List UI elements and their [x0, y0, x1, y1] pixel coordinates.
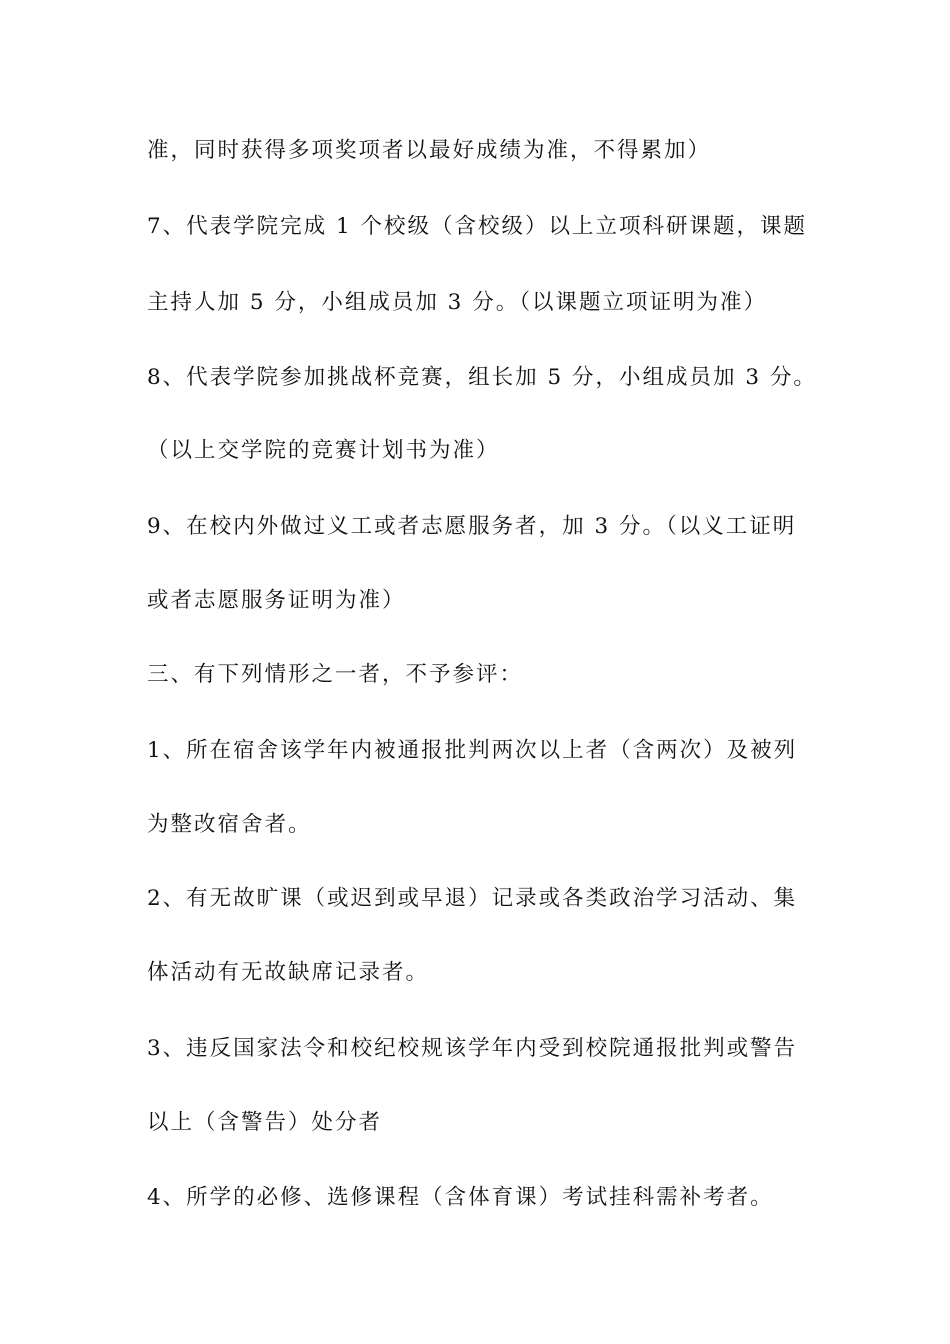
text-line: 或者志愿服务证明为准） [147, 588, 406, 613]
text-line: 3、违反国家法令和校纪校规该学年内受到校院通报批判或警告 [147, 1036, 798, 1061]
text-line: 准，同时获得多项奖项者以最好成绩为准，不得累加） [147, 138, 712, 163]
text-line: 9、在校内外做过义工或者志愿服务者，加 3 分。（以义工证明 [147, 514, 797, 539]
text-line: 为整改宿舍者。 [147, 812, 312, 837]
text-line: 以上（含警告）处分者 [147, 1110, 383, 1135]
section-heading: 三、有下列情形之一者，不予参评： [147, 662, 524, 687]
text-line: 主持人加 5 分，小组成员加 3 分。（以课题立项证明为准） [147, 290, 767, 315]
text-line: （以上交学院的竞赛计划书为准） [147, 438, 500, 463]
text-line: 7、代表学院完成 1 个校级（含校级）以上立项科研课题，课题 [147, 214, 808, 239]
text-line: 2、有无故旷课（或迟到或早退）记录或各类政治学习活动、集 [147, 886, 798, 911]
text-line: 8、代表学院参加挑战杯竞赛，组长加 5 分，小组成员加 3 分。 [147, 365, 817, 390]
text-line: 1、所在宿舍该学年内被通报批判两次以上者（含两次）及被列 [147, 738, 798, 763]
text-line: 体活动有无故缺席记录者。 [147, 960, 430, 985]
text-line: 4、所学的必修、选修课程（含体育课）考试挂科需补考者。 [147, 1185, 774, 1210]
